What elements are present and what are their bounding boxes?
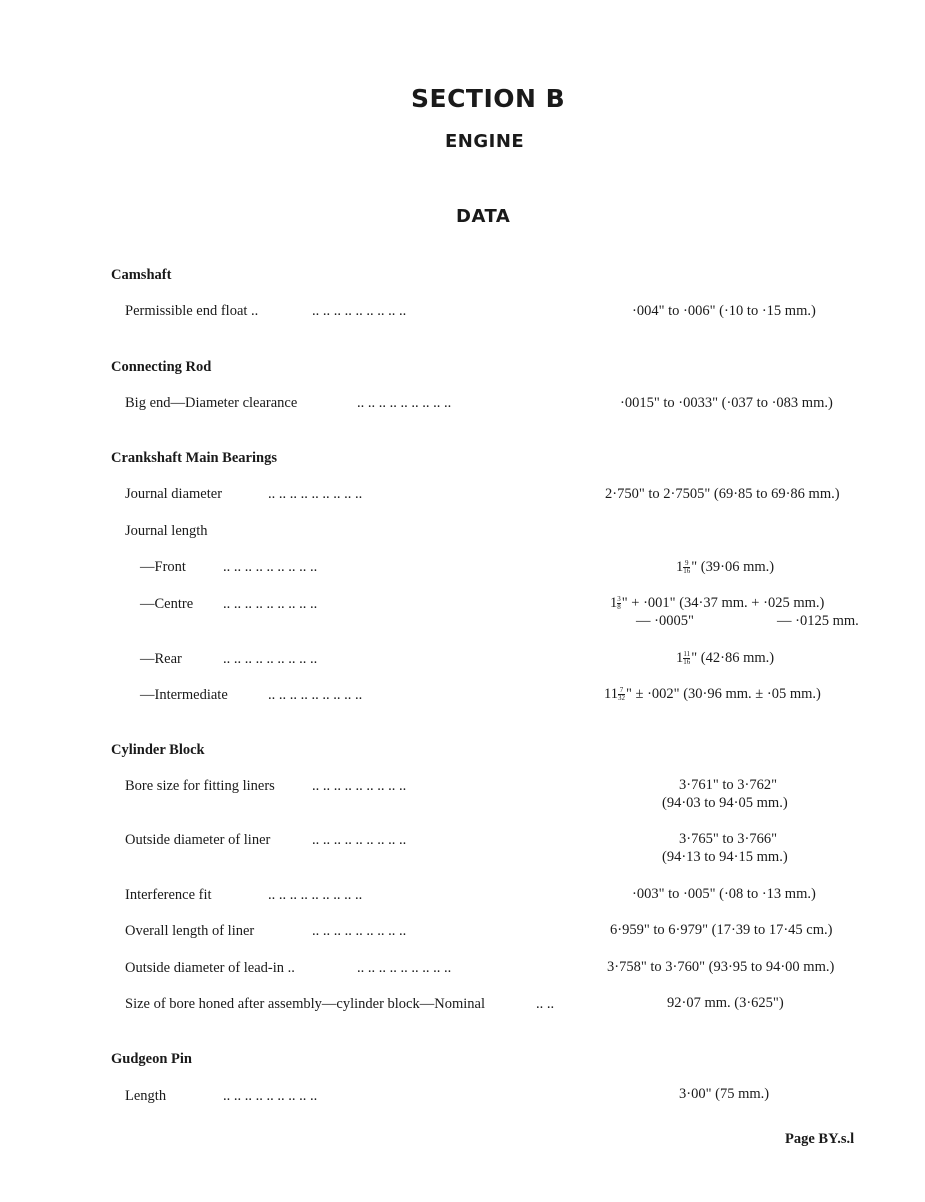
label-liner-length: Overall length of liner xyxy=(125,923,255,939)
heading-gudgeon-pin: Gudgeon Pin xyxy=(111,1051,192,1067)
label-liner-od: Outside diameter of liner xyxy=(125,832,271,848)
value-text: " (42·86 mm.) xyxy=(691,650,775,666)
value-liner-od-in: 3·765" to 3·766" xyxy=(679,831,778,847)
fraction xyxy=(683,651,690,666)
label-intermediate: —Intermediate xyxy=(140,687,228,703)
heading-connecting-rod: Connecting Rod xyxy=(111,359,212,375)
value-interference-fit: ·003" to ·005" (·08 to ·13 mm.) xyxy=(632,886,816,902)
label-honed-bore: Size of bore honed after assembly—cylinder block—Nominal xyxy=(125,996,485,1012)
leader-dots: .. .. .. .. .. .. .. .. .. xyxy=(312,778,407,794)
value-text: " ± ·002" (30·96 mm. ± ·05 mm.) xyxy=(625,686,821,702)
page-number: Page BY.s.l xyxy=(785,1131,855,1147)
value-text: " (39·06 mm.) xyxy=(691,559,775,575)
leader-dots: .. .. .. .. .. .. .. .. .. xyxy=(268,887,363,903)
leader-dots: .. .. .. .. .. .. .. .. .. xyxy=(268,486,363,502)
fraction-whole: 11 xyxy=(604,686,618,702)
leader-dots: .. .. .. .. .. .. .. .. .. xyxy=(268,687,363,703)
heading-camshaft: Camshaft xyxy=(111,267,172,283)
leader-dots: .. .. .. .. .. .. .. .. .. xyxy=(357,960,452,976)
fraction-numerator: 9 xyxy=(685,559,689,568)
fraction-whole: 1 xyxy=(676,650,684,666)
label-centre: —Centre xyxy=(140,596,194,612)
fraction xyxy=(683,560,690,575)
leader-dots: .. .. .. .. .. .. .. .. .. xyxy=(223,1088,318,1104)
leader-dots: .. .. xyxy=(536,996,555,1012)
value-front xyxy=(676,559,774,576)
fraction-denominator: 16 xyxy=(683,658,691,667)
value-lead-in-od: 3·758" to 3·760" (93·95 to 94·00 mm.) xyxy=(607,959,835,975)
value-gudgeon-length: 3·00" (75 mm.) xyxy=(679,1086,770,1102)
fraction-denominator: 16 xyxy=(683,567,691,576)
value-centre-tolerance-in: — ·0005" xyxy=(636,613,694,629)
fraction-denominator: 8 xyxy=(617,603,621,612)
label-front: —Front xyxy=(140,559,186,575)
label-gudgeon-length: Length xyxy=(125,1088,167,1104)
leader-dots: .. .. .. .. .. .. .. .. .. xyxy=(223,596,318,612)
value-honed-bore: 92·07 mm. (3·625") xyxy=(667,995,784,1011)
label-journal-diameter: Journal diameter xyxy=(125,486,223,502)
value-big-end: ·0015" to ·0033" (·037 to ·083 mm.) xyxy=(620,395,833,411)
label-interference-fit: Interference fit xyxy=(125,887,212,903)
heading-crankshaft: Crankshaft Main Bearings xyxy=(111,450,277,466)
section-title: SECTION B xyxy=(411,84,566,113)
value-end-float: ·004" to ·006" (·10 to ·15 mm.) xyxy=(632,303,816,319)
leader-dots: .. .. .. .. .. .. .. .. .. xyxy=(223,651,318,667)
label-end-float: Permissible end float .. xyxy=(125,303,259,319)
fraction-denominator: 32 xyxy=(617,694,625,703)
leader-dots: .. .. .. .. .. .. .. .. .. xyxy=(357,395,452,411)
value-liner-od-mm: (94·13 to 94·15 mm.) xyxy=(662,849,788,865)
fraction-numerator: 3 xyxy=(617,595,621,604)
fraction xyxy=(617,596,621,611)
fraction-whole: 1 xyxy=(610,595,618,611)
value-text: " + ·001" (34·37 mm. + ·025 mm.) xyxy=(621,595,825,611)
fraction-whole: 1 xyxy=(676,559,684,575)
value-bore-size-mm: (94·03 to 94·05 mm.) xyxy=(662,795,788,811)
value-centre-tolerance-mm: — ·0125 mm. xyxy=(777,613,859,629)
label-lead-in-od: Outside diameter of lead-in .. xyxy=(125,960,295,976)
value-liner-length: 6·959" to 6·979" (17·39 to 17·45 cm.) xyxy=(610,922,833,938)
fraction xyxy=(618,687,625,702)
label-rear: —Rear xyxy=(140,651,182,667)
fraction-numerator: 11 xyxy=(683,650,691,659)
value-intermediate xyxy=(604,686,821,703)
label-journal-length: Journal length xyxy=(125,523,208,539)
label-bore-size: Bore size for fitting liners xyxy=(125,778,275,794)
leader-dots: .. .. .. .. .. .. .. .. .. xyxy=(312,923,407,939)
leader-dots: .. .. .. .. .. .. .. .. .. xyxy=(312,832,407,848)
leader-dots: .. .. .. .. .. .. .. .. .. xyxy=(312,303,407,319)
data-title: DATA xyxy=(456,206,511,227)
section-subject: ENGINE xyxy=(445,131,525,152)
value-centre xyxy=(610,595,824,612)
value-bore-size-in: 3·761" to 3·762" xyxy=(679,777,778,793)
value-journal-diameter: 2·750" to 2·7505" (69·85 to 69·86 mm.) xyxy=(605,486,840,502)
fraction-numerator: 7 xyxy=(619,686,624,695)
heading-cylinder-block: Cylinder Block xyxy=(111,742,205,758)
leader-dots: .. .. .. .. .. .. .. .. .. xyxy=(223,559,318,575)
label-big-end: Big end—Diameter clearance xyxy=(125,395,298,411)
value-rear xyxy=(676,650,774,667)
